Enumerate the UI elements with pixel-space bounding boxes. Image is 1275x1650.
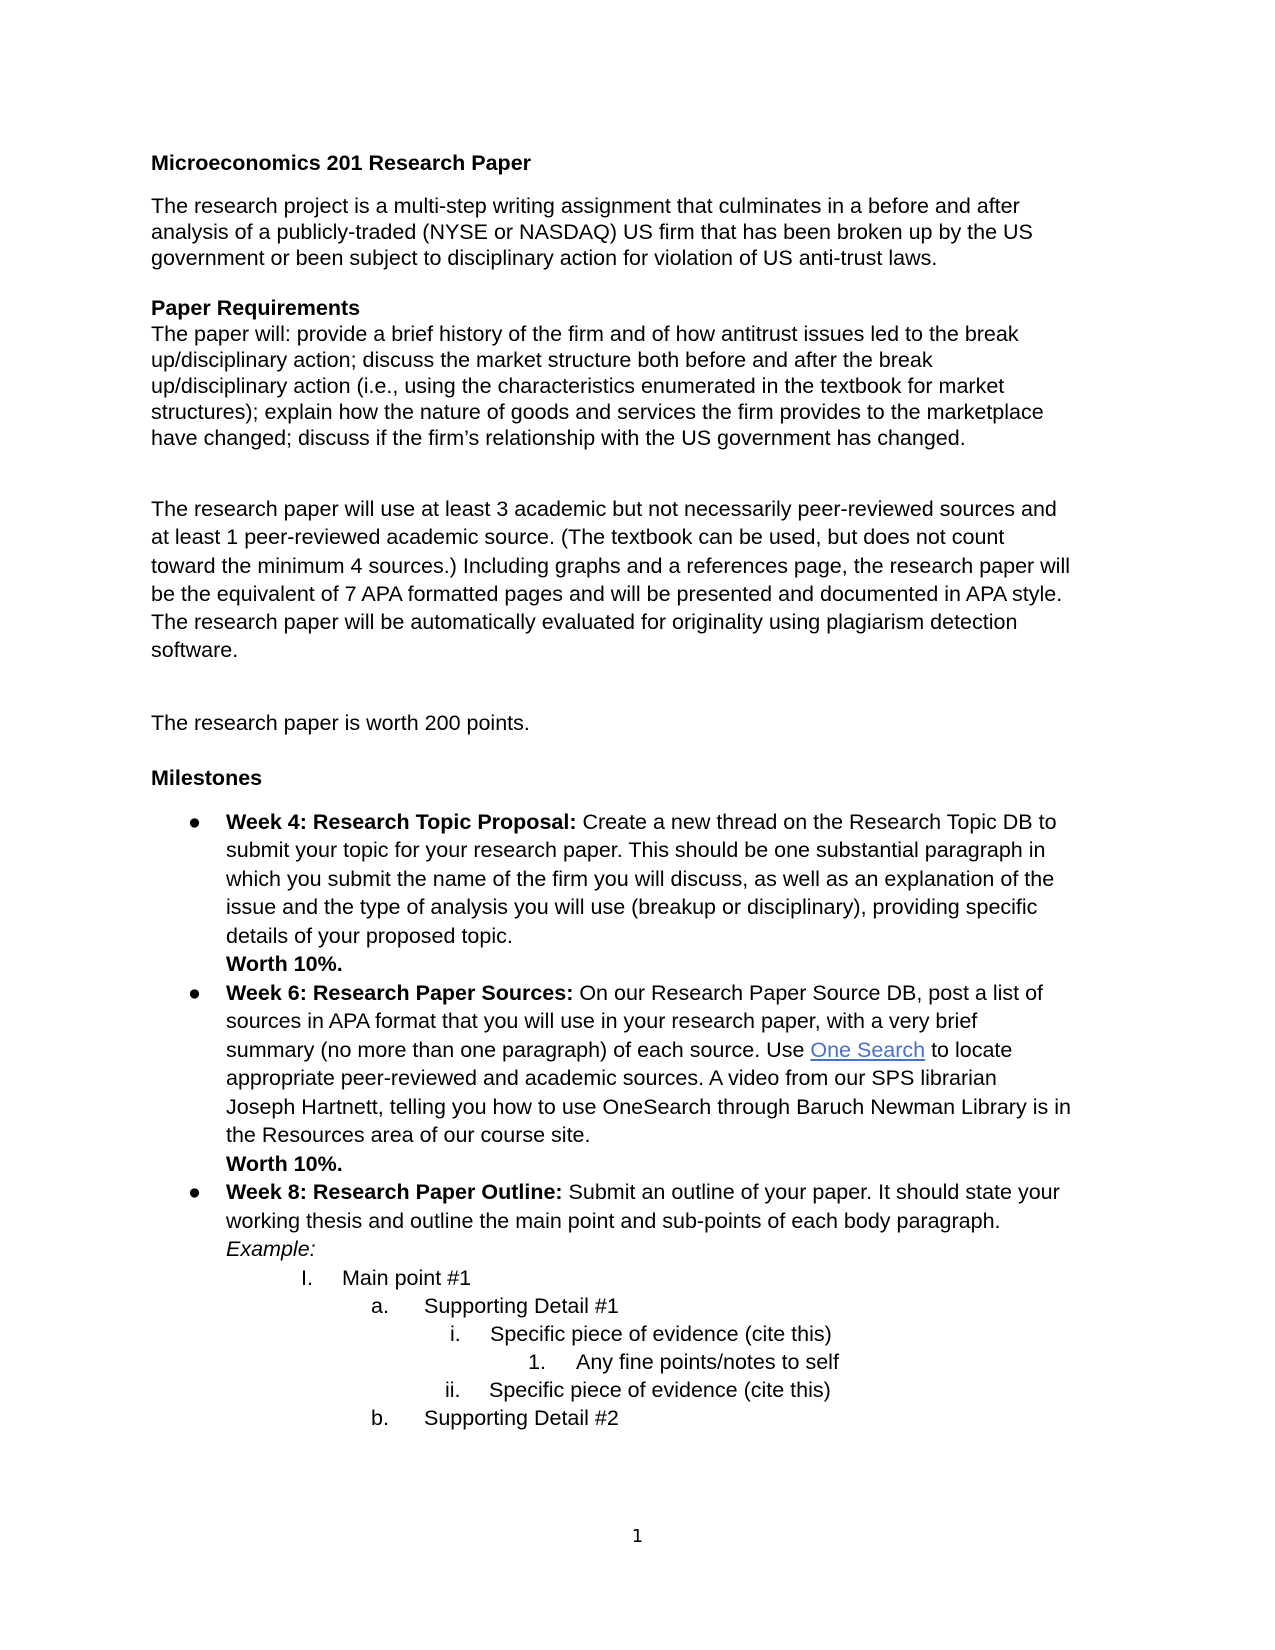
milestone-text-cont: to locate appropriate peer-reviewed and academic sources. A video from our SPS librarian Joseph Hartnett, telling you how to use OneSearch through Baruch Newman Library is in the Resources area of our course site.: [226, 1037, 1071, 1148]
outline-example: [226, 1264, 1071, 1432]
outline-text: Specific piece of evidence (cite this): [490, 1321, 832, 1346]
milestone-label: Week 8: Research Paper Outline:: [226, 1180, 563, 1205]
milestone-text: Submit an outline of your paper. It should state your working thesis and outline the main point and sub-points of each body paragraph.: [226, 1180, 1060, 1233]
milestones-list: [151, 808, 1071, 1432]
milestone-label: Week 4: Research Topic Proposal:: [226, 809, 577, 834]
outline-row-1: [226, 1264, 1071, 1292]
outline-row-6: [226, 1404, 1071, 1432]
outline-marker: 1.: [528, 1349, 546, 1374]
page-number: 1: [631, 1526, 644, 1547]
milestone-text: Create a new thread on the Research Topic DB to submit your topic for your research paper. This should be one substantial paragraph in which you submit the name of the firm you will discuss, as well as an explanation of the issue and the type of analysis you will use (breakup or disciplinary), providing specific details of your proposed topic.: [226, 809, 1057, 948]
outline-text: Any fine points/notes to self: [576, 1349, 839, 1374]
requirements-paragraph: The paper will: provide a brief history of the firm and of how antitrust issues led to the break up/disciplinary action; discuss the market structure both before and after the break up/disciplinary action (i.e., using the characteristics enumerated in the textbook for market structures); explain how the nature of goods and services the firm provides to the marketplace have changed; discuss if the firm’s relationship with the US government has changed.: [151, 322, 1044, 450]
outline-text: Main point #1: [342, 1265, 472, 1290]
milestone-week4: [151, 808, 1071, 979]
milestone-worth: Worth 10%.: [226, 952, 343, 977]
sources-paragraph: The research paper will use at least 3 academic but not necessarily peer-reviewed sources and at least 1 peer-reviewed academic source. (The textbook can be used, but does not count toward the minimum 4 sources.) Including graphs and a references page, the research paper will be the equivalent of 7 APA formatted pages and will be presented and documented in APA style. The research paper will be automatically evaluated for originality using plagiarism detection software.: [151, 497, 1071, 663]
outline-marker: b.: [371, 1405, 389, 1430]
bullet-icon: ●: [188, 809, 201, 834]
milestone-week8: [151, 1178, 1071, 1432]
example-label: Example:: [226, 1237, 316, 1262]
bullet-icon: ●: [188, 980, 201, 1005]
bullet-icon: ●: [188, 1180, 201, 1205]
outline-marker: i.: [450, 1321, 461, 1346]
outline-text: Specific piece of evidence (cite this): [489, 1377, 831, 1402]
outline-row-5: [226, 1376, 1071, 1404]
milestone-text: On our Research Paper Source DB, post a list of sources in APA format that you will use in your research paper, with a very brief summary (no more than one paragraph) of each source. Use: [226, 980, 1043, 1062]
outline-marker: I.: [301, 1265, 313, 1290]
points-paragraph: The research paper is worth 200 points.: [151, 710, 530, 735]
requirements-heading: Paper Requirements: [151, 296, 361, 320]
milestone-label: Week 6: Research Paper Sources:: [226, 980, 574, 1005]
milestone-week6: [151, 979, 1071, 1179]
outline-row-3: [226, 1320, 1071, 1348]
intro-paragraph: The research project is a multi-step writing assignment that culminates in a before and after analysis of a publicly-traded (NYSE or NASDAQ) US firm that has been broken up by the US government or been subject to disciplinary action for violation of US anti-trust laws.: [151, 194, 1033, 270]
document-title: Microeconomics 201 Research Paper: [151, 151, 532, 175]
milestone-worth: Worth 10%.: [226, 1151, 343, 1176]
one-search-link[interactable]: One Search: [810, 1037, 926, 1062]
milestones-heading: Milestones: [151, 765, 263, 790]
outline-row-4: [226, 1348, 1071, 1376]
outline-marker: a.: [371, 1293, 389, 1318]
outline-text: Supporting Detail #1: [424, 1293, 619, 1318]
outline-marker: ii.: [445, 1377, 461, 1402]
outline-text: Supporting Detail #2: [424, 1405, 619, 1430]
document-body: [151, 149, 1071, 1453]
outline-row-2: [226, 1292, 1071, 1320]
